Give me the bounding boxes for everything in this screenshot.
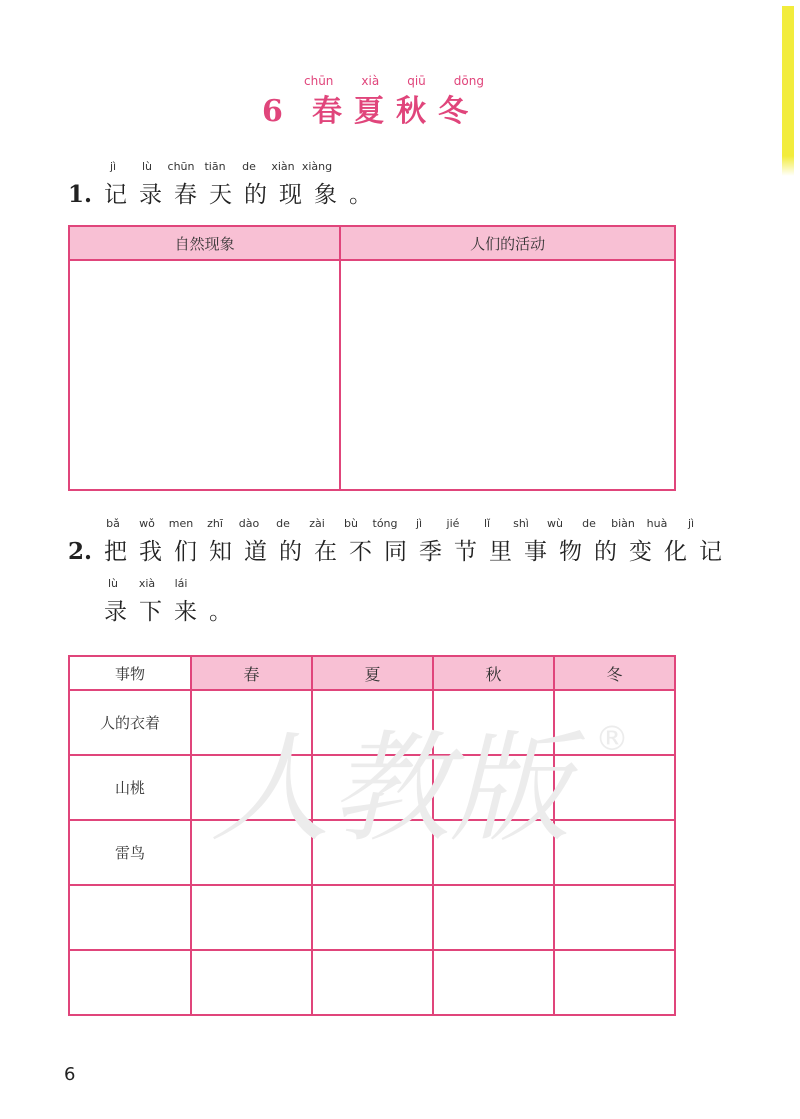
pinyin-syllable: huà — [646, 517, 668, 530]
pinyin-syllable: jì — [687, 517, 695, 530]
answer-cell[interactable] — [191, 950, 312, 1015]
answer-cell[interactable] — [554, 755, 675, 820]
table-header-summer: 夏 — [312, 656, 433, 690]
table-row — [69, 950, 675, 1015]
title-pinyin-syllable: qiū — [407, 74, 426, 88]
nature-answer-cell[interactable] — [69, 260, 340, 490]
q2-question-line1 — [68, 533, 734, 566]
pinyin-syllable: tóng — [372, 517, 398, 530]
page-number: 6 — [64, 1064, 76, 1085]
row-label: 山桃 — [69, 755, 191, 820]
activities-answer-cell[interactable] — [340, 260, 675, 490]
q2-question-line2 — [104, 593, 244, 626]
watermark-text: 人教版 — [210, 720, 570, 859]
answer-cell[interactable] — [554, 950, 675, 1015]
answer-cell[interactable] — [312, 755, 433, 820]
lesson-title — [262, 86, 480, 130]
answer-cell[interactable] — [312, 950, 433, 1015]
pinyin-syllable: xià — [138, 577, 156, 590]
pinyin-syllable: lái — [174, 577, 188, 590]
q2-number: 2. — [68, 538, 93, 565]
answer-cell[interactable] — [191, 690, 312, 755]
pinyin-syllable: biàn — [611, 517, 635, 530]
pinyin-syllable: zài — [309, 517, 325, 530]
q2-text-line2: 录下来。 — [104, 599, 244, 625]
pinyin-syllable: xiàng — [301, 160, 333, 173]
table-header-spring: 春 — [191, 656, 312, 690]
answer-cell[interactable] — [554, 820, 675, 885]
table-row — [69, 690, 675, 755]
title-pinyin-syllable: xià — [361, 74, 380, 88]
title-pinyin-syllable: dōng — [453, 74, 484, 88]
q1-question — [68, 176, 384, 209]
table-header-activities: 人们的活动 — [340, 226, 675, 260]
answer-cell[interactable] — [554, 690, 675, 755]
pinyin-syllable: men — [168, 517, 194, 530]
answer-cell[interactable] — [312, 885, 433, 950]
row-label: 人的衣着 — [69, 690, 191, 755]
row-label[interactable] — [69, 885, 191, 950]
pinyin-syllable: jié — [446, 517, 460, 530]
answer-cell[interactable] — [191, 820, 312, 885]
table-row — [69, 820, 675, 885]
answer-cell[interactable] — [554, 885, 675, 950]
side-tab — [782, 6, 794, 156]
answer-cell[interactable] — [433, 950, 554, 1015]
answer-cell[interactable] — [433, 690, 554, 755]
pinyin-syllable: wǒ — [139, 517, 155, 530]
q2-pinyin-line2 — [96, 577, 198, 590]
watermark-registered-mark: ® — [595, 719, 629, 759]
pinyin-syllable: chūn — [167, 160, 195, 173]
title-pinyin-syllable: chūn — [304, 74, 334, 88]
pinyin-syllable: shì — [513, 517, 529, 530]
pinyin-syllable: jì — [109, 160, 117, 173]
pinyin-syllable: wù — [547, 517, 563, 530]
pinyin-syllable: xiàn — [271, 160, 295, 173]
answer-cell[interactable] — [191, 885, 312, 950]
pinyin-syllable: lù — [141, 160, 153, 173]
seasonal-changes-table — [68, 655, 676, 1016]
pinyin-syllable: bù — [344, 517, 358, 530]
answer-cell[interactable] — [312, 820, 433, 885]
table-header-winter: 冬 — [554, 656, 675, 690]
table-row — [69, 885, 675, 950]
pinyin-syllable: zhī — [207, 517, 223, 530]
q2-pinyin-line1 — [96, 517, 708, 530]
table-header-things: 事物 — [69, 656, 191, 690]
q1-number: 1. — [68, 181, 93, 208]
q2-text-line1: 把我们知道的在不同季节里事物的变化记 — [104, 539, 734, 565]
row-label: 雷鸟 — [69, 820, 191, 885]
table-row — [69, 755, 675, 820]
pinyin-syllable: bǎ — [106, 517, 120, 530]
q1-text: 记录春天的现象。 — [104, 182, 384, 208]
row-label[interactable] — [69, 950, 191, 1015]
q1-pinyin — [96, 160, 334, 173]
lesson-title-text: 春夏秋冬 — [312, 94, 480, 129]
pinyin-syllable: de — [276, 517, 290, 530]
answer-cell[interactable] — [433, 820, 554, 885]
answer-cell[interactable] — [312, 690, 433, 755]
answer-cell[interactable] — [433, 755, 554, 820]
pinyin-syllable: de — [582, 517, 596, 530]
answer-cell[interactable] — [433, 885, 554, 950]
spring-record-table — [68, 225, 676, 491]
table-header-autumn: 秋 — [433, 656, 554, 690]
pinyin-syllable: lǐ — [483, 517, 491, 530]
table-header-nature: 自然现象 — [69, 226, 340, 260]
answer-cell[interactable] — [191, 755, 312, 820]
lesson-number: 6 — [262, 94, 283, 129]
pinyin-syllable: tiān — [204, 160, 226, 173]
pinyin-syllable: dào — [238, 517, 260, 530]
pinyin-syllable: de — [242, 160, 256, 173]
pinyin-syllable: lù — [107, 577, 119, 590]
pinyin-syllable: jì — [415, 517, 423, 530]
